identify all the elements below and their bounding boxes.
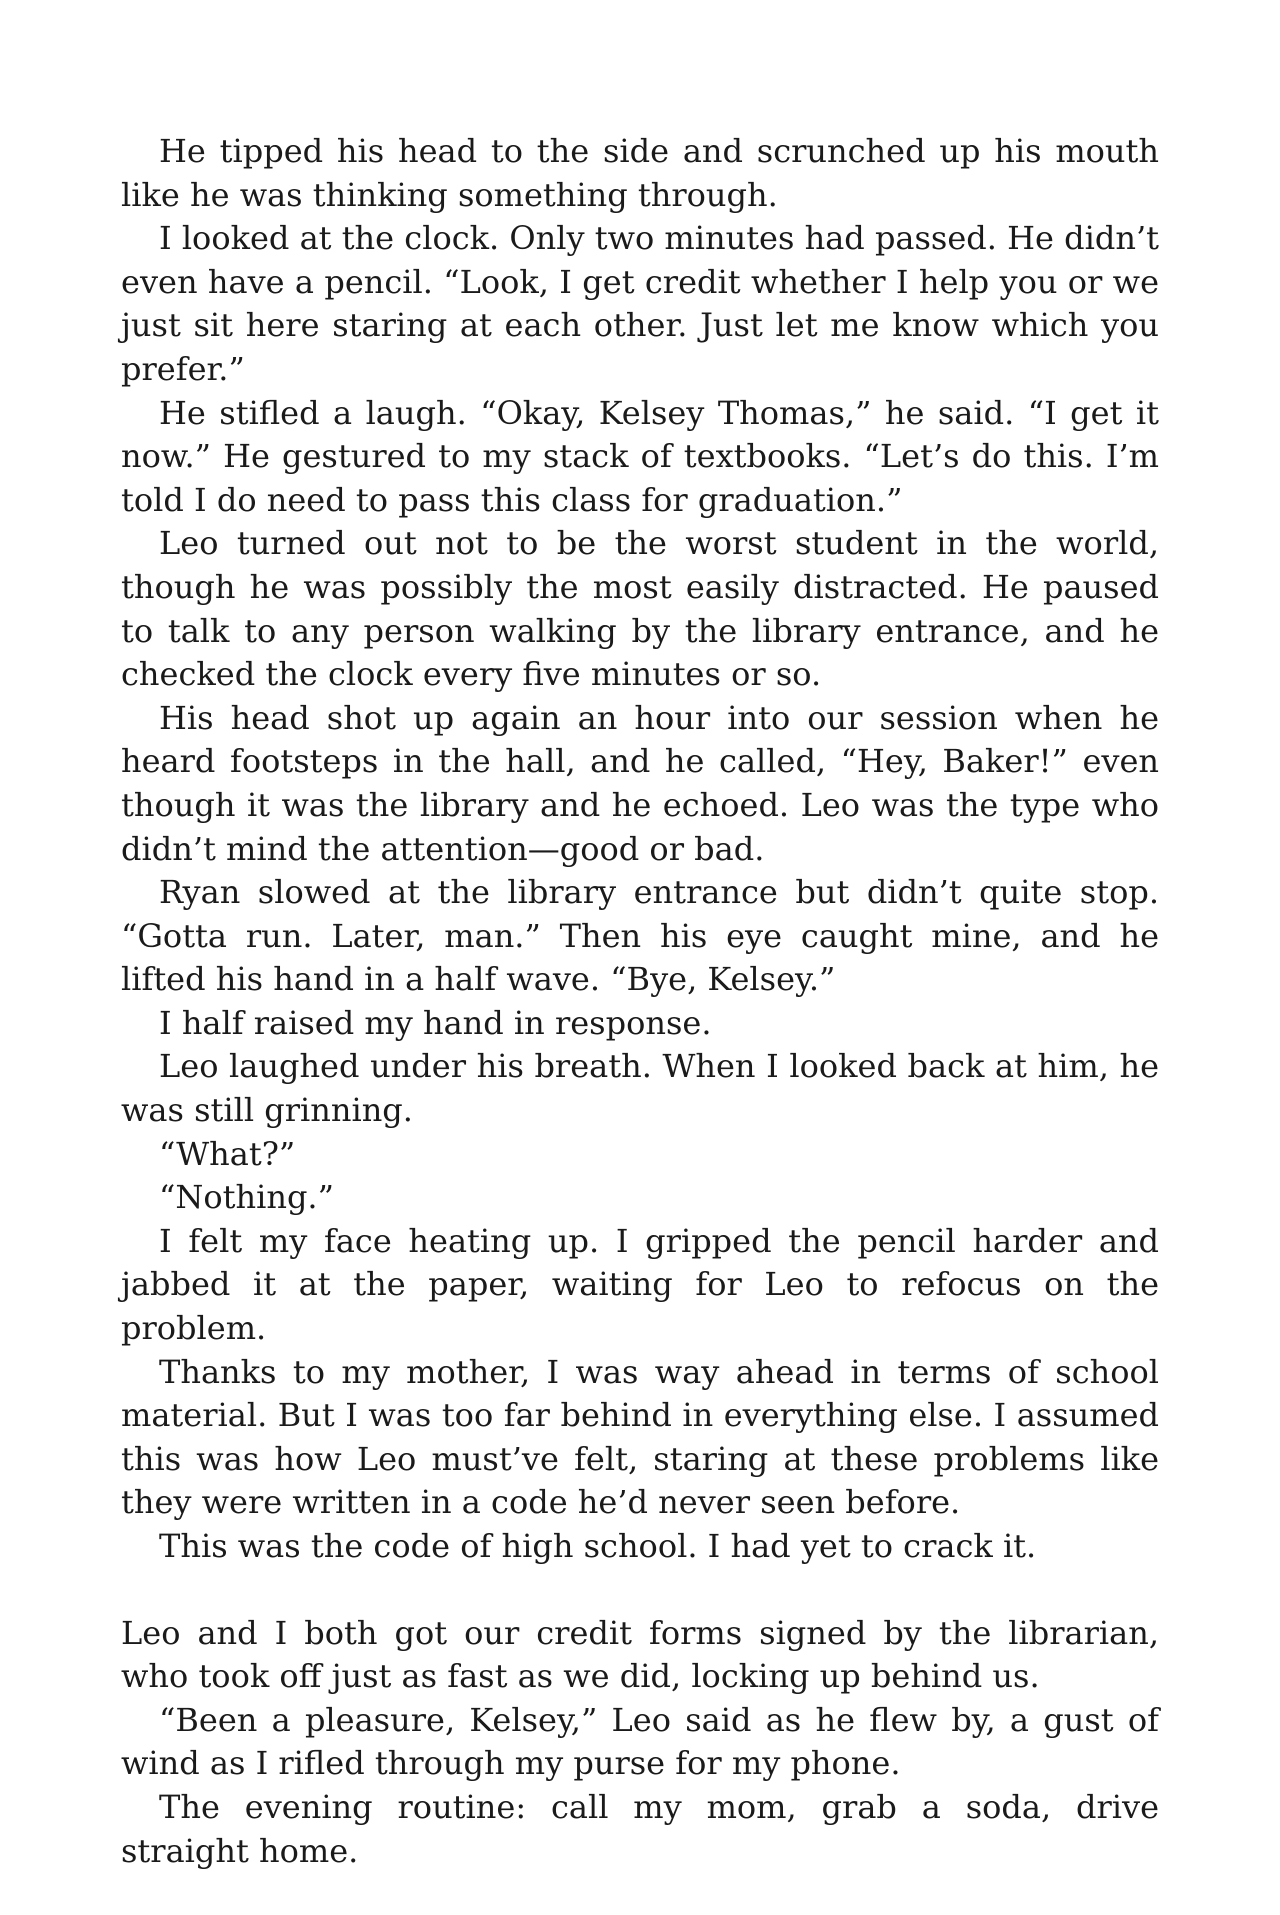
book-page bbox=[121, 130, 1159, 1873]
paragraph: Leo turned out not to be the worst student in the world, though he was possibly the most easily distracted. He paused to talk to any person walking by the library entrance, and he checked the clock every five minutes or so. bbox=[121, 524, 1159, 694]
paragraph: “Nothing.” bbox=[159, 1178, 334, 1217]
paragraph: I felt my face heating up. I gripped the pencil harder and jabbed it at the paper, waiting for Leo to refocus on the problem. bbox=[121, 1221, 1159, 1348]
paragraph: I half raised my hand in response. bbox=[159, 1003, 712, 1042]
paragraph: Thanks to my mother, I was way ahead in terms of school material. But I was too far behind in everything else. I assumed this was how Leo must’ve felt, staring at these problems like they were written in a code he’d never seen before. bbox=[121, 1352, 1159, 1522]
paragraph: Ryan slowed at the library entrance but didn’t quite stop. “Gotta run. Later, man.” Then his eye caught mine, and he lifted his hand in a half wave. “Bye, Kelsey.” bbox=[121, 873, 1159, 999]
paragraph: He stifled a laugh. “Okay, Kelsey Thomas,” he said. “I get it now.” He gestured to my stack of textbooks. “Let’s do this. I’m told I do need to pass this class for graduation.” bbox=[121, 393, 1159, 519]
paragraph: Leo laughed under his breath. When I looked back at him, he was still grinning. bbox=[121, 1047, 1159, 1130]
paragraph: “Been a pleasure, Kelsey,” Leo said as he flew by, a gust of wind as I rifled through my purse for my phone. bbox=[121, 1700, 1159, 1783]
section-start-paragraph: Leo and I both got our credit forms signed by the librarian, who took off just as fast as we did, locking up behind us. bbox=[121, 1613, 1159, 1696]
paragraph: The evening routine: call my mom, grab a soda, drive straight home. bbox=[121, 1787, 1159, 1870]
paragraph: I looked at the clock. Only two minutes had passed. He didn’t even have a pencil. “Look, I get credit whether I help you or we just sit here staring at each other. Just let me know which you prefer.” bbox=[121, 219, 1159, 388]
paragraph: He tipped his head to the side and scrunched up his mouth like he was thinking something through. bbox=[121, 132, 1159, 214]
paragraph: His head shot up again an hour into our session when he heard footsteps in the hall, and he called, “Hey, Baker!” even though it was the library and he echoed. Leo was the type who didn’t mind the attention—good or bad. bbox=[121, 698, 1159, 868]
paragraph: “What?” bbox=[159, 1134, 296, 1173]
paragraph: This was the code of high school. I had yet to crack it. bbox=[159, 1527, 1037, 1565]
